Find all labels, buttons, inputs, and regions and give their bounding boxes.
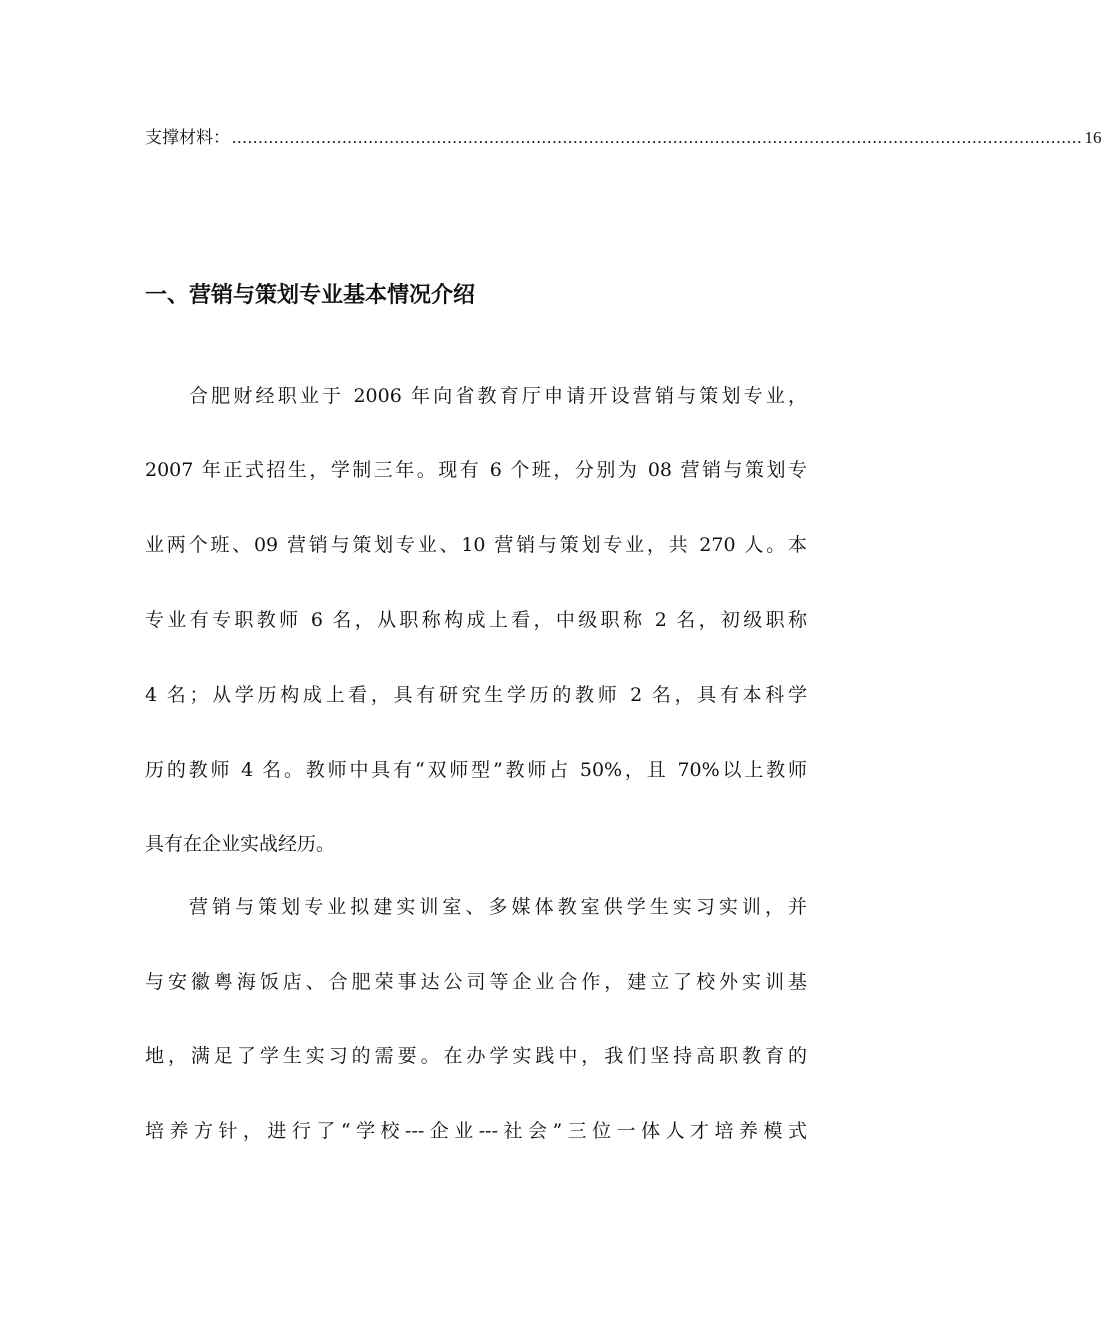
paragraph-line: 培养方针，进行了“学校---企业---社会”三位一体人才培养模式 xyxy=(145,1120,807,1142)
paragraph-line: 合肥财经职业于 2006 年向省教育厅申请开设营销与策划专业， xyxy=(189,385,807,407)
toc-entry[interactable] xyxy=(145,124,1102,152)
paragraph-line: 专业有专职教师 6 名，从职称构成上看，中级职称 2 名，初级职称 xyxy=(145,609,807,631)
paragraph-line: 业两个班、09 营销与策划专业、10 营销与策划专业，共 270 人。本 xyxy=(145,534,807,556)
paragraph-line: 地，满足了学生实习的需要。在办学实践中，我们坚持高职教育的 xyxy=(145,1045,807,1067)
paragraph-line: 历的教师 4 名。教师中具有“双师型”教师占 50%，且 70%以上教师 xyxy=(145,759,807,781)
toc-leader-dots: .................................................................................................................................................................. xyxy=(232,128,1083,147)
section-heading: 一、营销与策划专业基本情况介绍 xyxy=(145,283,476,308)
paragraph-line: 具有在企业实战经历。 xyxy=(145,833,336,855)
paragraph-line: 2007 年正式招生，学制三年。现有 6 个班，分别为 08 营销与策划专 xyxy=(145,459,807,481)
paragraph-line: 与安徽粤海饭店、合肥荣事达公司等企业合作，建立了校外实训基 xyxy=(145,971,807,993)
toc-entry-label: 支撑材料： xyxy=(145,128,230,148)
paragraph-line: 营销与策划专业拟建实训室、多媒体教室供学生实习实训，并 xyxy=(189,896,807,918)
toc-page-number: 16 xyxy=(1084,128,1102,147)
paragraph-line: 4 名；从学历构成上看，具有研究生学历的教师 2 名，具有本科学 xyxy=(145,684,807,706)
